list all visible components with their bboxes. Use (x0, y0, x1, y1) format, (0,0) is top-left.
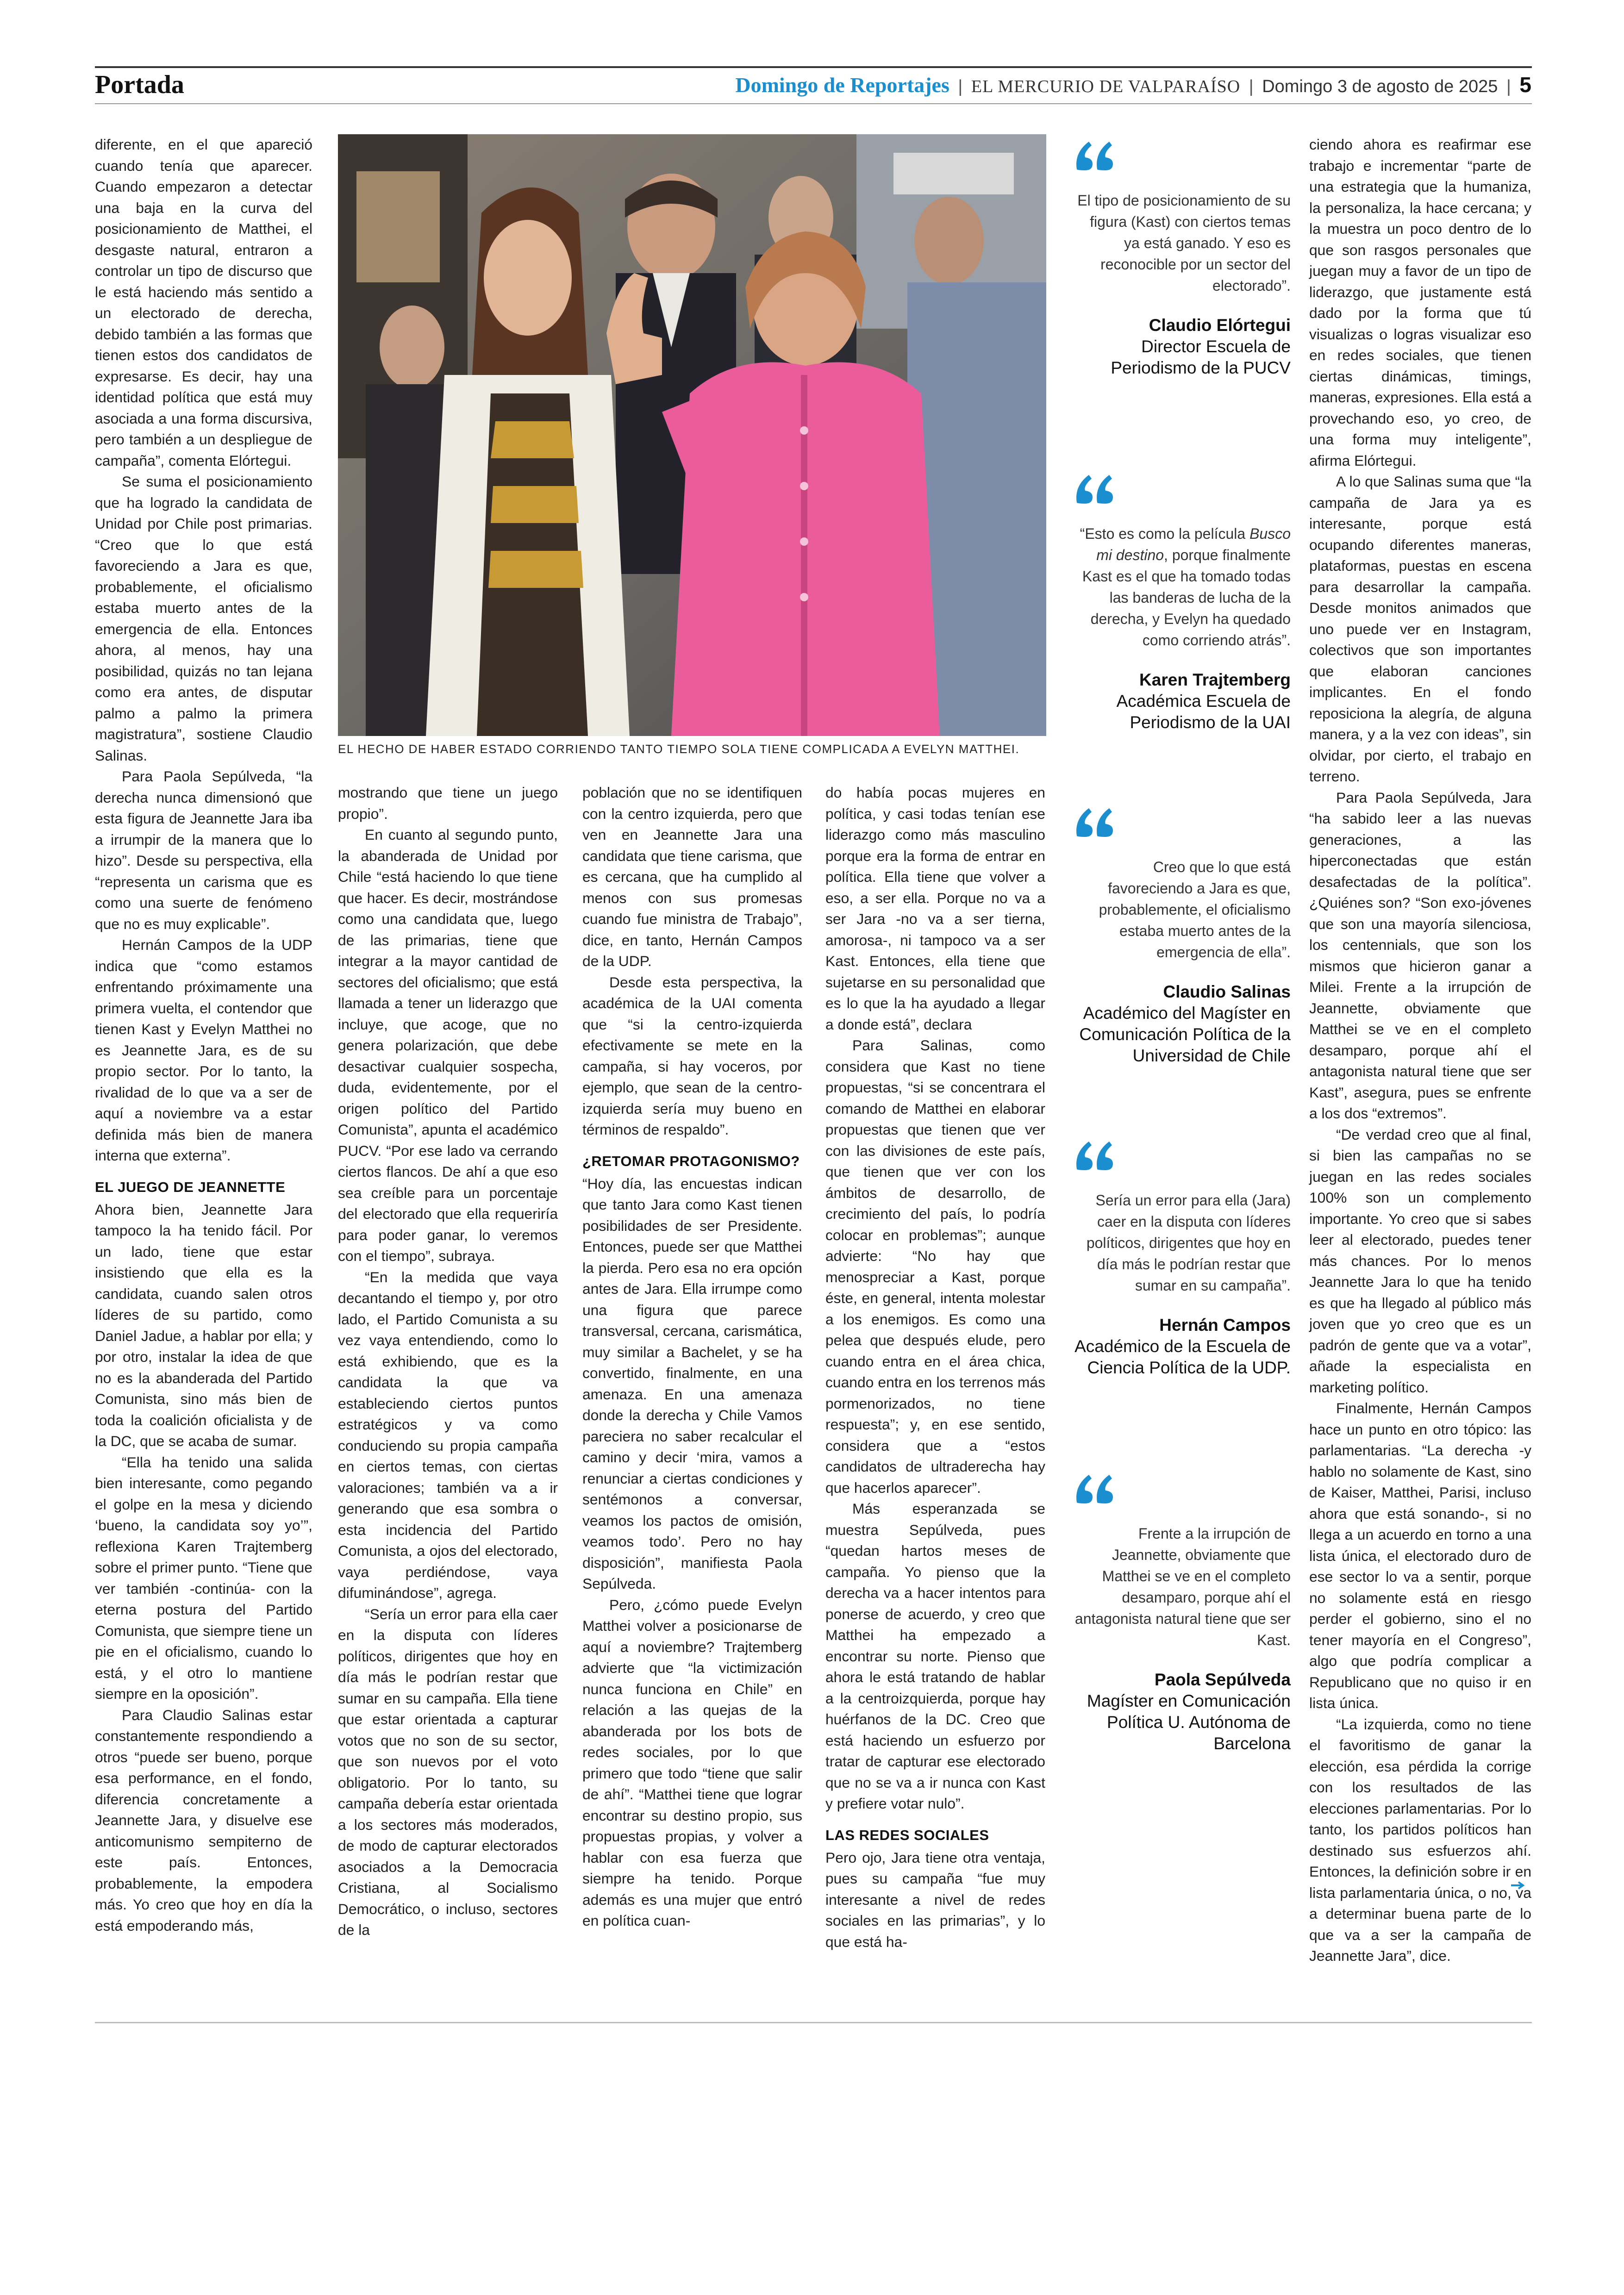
article-column-3 (582, 782, 802, 1932)
header-bottom-rule (95, 103, 1532, 104)
quote-open-icon (1073, 1139, 1115, 1171)
pull-quote (1073, 139, 1291, 379)
paragraph: “La izquierda, como no tiene el favoritismo de ganar la elección, esa pérdida la corrige con los resultados de las elecciones parlamentarias. Por lo tanto, los partidos políticos han destinado sus esfuerzos ahí. Entonces, la definición sobre ir en lista parlamentaria única, o no, va a determinar buena parte de lo que va a ser la campaña de Jeannette Jara”, dice. (1309, 1715, 1531, 1964)
quote-author-role: Académico del Magíster en Comunicación Política de la Universidad de Chile (1079, 1004, 1291, 1065)
subheading: ¿RETOMAR PROTAGONISMO? (582, 1153, 800, 1169)
paragraph: Finalmente, Hernán Campos hace un punto en otro tópico: las parlamentarias. “La derecha -y hablo no solamente de Kast, sino de Kaiser, Matthei, Parisi, incluso ahora que está sonando-, si no llega a un acuerdo en torno a una lista única, el electorado duro de ese sector lo va a sentir, porque no solamente está en riesgo perder el gobierno, sino el no tener mayoría en el Congreso”, algo que podría complicar a Republicano que no quiso ir en lista única. (1309, 1400, 1531, 1711)
paragraph: Para Salinas, como considera que Kast no tiene propuestas, “si se concentrara el comando de Matthei en elaborar propuestas que tienen que ver con las divisiones de este país, que tienen que ver con los ámbitos de desarrollo, de crecimiento del país, lo podría colocar en problemas”; aunque advierte: “No hay que menospreciar a Kast, porque éste, en general, intenta molestar a los enemigos. Es como una pelea que después elude, pero cuando entra en el área chica, cuando entra en los terrenos más pormenorizados, no tiene respuesta”; y, en ese sentido, considera que a “estos candidatos de ultraderecha hay que hacerlos aparecer”. (825, 1037, 1045, 1496)
article-column-1 (95, 134, 312, 1936)
quote-author: Claudio Elórtegui (1149, 316, 1291, 335)
quote-text: El tipo de posicionamiento de su figura (Kast) con ciertos temas ya está ganado. Y eso es reconocible por un sector del electorado”. (1077, 192, 1291, 294)
quote-author: Hernán Campos (1159, 1316, 1291, 1335)
quote-open-icon (1073, 472, 1115, 505)
quote-text (1073, 523, 1291, 651)
paragraph: Para Paola Sepúlveda, Jara “ha sabido leer a las nuevas generaciones, a las hiperconectadas que están desafectadas de la política”. ¿Quiénes son? “Son exo-jóvenes que son una mayoría silenciosa, los centennials, que son los mismos que hicieron ganar a Milei. Frente a la irrupción de Jeannette, obviamente que Matthei se ve en el completo desamparo, porque ahí el antagonista natural tiene que ser Kast”, asegura, pues se enfrente a los dos “extremos”. (1309, 789, 1531, 1122)
news-photo (338, 134, 1046, 736)
masthead-separator: | (958, 77, 963, 96)
subheading: EL JUEGO DE JEANNETTE (95, 1179, 286, 1195)
subheading: LAS REDES SOCIALES (825, 1827, 989, 1843)
paragraph: Para Claudio Salinas estar constantemente respondiendo a otros “puede ser bueno, porque esa performance, en el fondo, diferencia concretamente a Jeannette Jara, y disuelve ese anticomunismo sempiterno de este país. Entonces, probablemente, la empodera más. Yo creo que hoy en día la está empoderando más, (95, 1706, 312, 1934)
pull-quote (1073, 805, 1291, 1066)
quote-text-part: , porque finalmente Kast es el que ha tomado todas las banderas de lucha de la derecha, y Evelyn ha quedado como corriendo atrás”. (1082, 547, 1291, 649)
quote-open-icon (1073, 139, 1115, 171)
page-number: 5 (1519, 73, 1531, 97)
paragraph: Más esperanzada se muestra Sepúlveda, pues “quedan hartos meses de campaña. Yo pienso que la derecha va a hacer intentos para ponerse de acuerdo, y creo que Matthei ha empezado a encontrar su norte. Pienso que ahora le está tratando de hablar a la centroizquierda, porque hay huérfanos de la DC. Creo que está haciendo un esfuerzo por tratar de capturar ese electorado que no se va a ir nunca con Kast y prefiere votar nulo”. (825, 1500, 1045, 1812)
paragraph: Pero, ¿cómo puede Evelyn Matthei volver a posicionarse de aquí a noviembre? Trajtemberg advierte que “la victimización nunca funciona en Chile” en relación a las quejas de la abanderada por los bots de redes sociales, por lo que primero que todo “tiene que salir de ahí”. “Matthei tiene que lograr encontrar su destino propio, sus propuestas propias, y volver a hablar con esa fuerza que siempre ha tenido. Porque además es una mujer que entró en política cuan- (582, 1596, 802, 1929)
photo-caption: EL HECHO DE HABER ESTADO CORRIENDO TANTO TIEMPO SOLA TIENE COMPLICADA A EVELYN MATTHEI. (338, 742, 1020, 756)
quote-open-icon (1073, 805, 1115, 838)
quote-author: Paola Sepúlveda (1154, 1670, 1291, 1689)
quote-text: Frente a la irrupción de Jeannette, obviamente que Matthei se ve en el completo desamparo, porque ahí el antagonista natural tiene que ser Kast. (1074, 1525, 1291, 1648)
masthead-separator-2: | (1249, 77, 1254, 96)
article-column-5 (1309, 134, 1531, 1967)
quote-author-role: Académica Escuela de Periodismo de la UAI (1116, 692, 1291, 732)
continue-arrow-icon (1510, 1881, 1527, 1890)
newspaper-name: EL MERCURIO DE VALPARAÍSO (971, 77, 1241, 96)
pull-quote (1073, 1139, 1291, 1378)
paragraph: “En la medida que vaya decantando el tiempo y, por otro lado, el Partido Comunista a su vez vaya entendiendo, como lo está exhibiendo, que es la candidata la que va estableciendo ciertos puntos estratégicos y va como conduciendo su propia campaña en ciertos temas, con ciertas valoraciones; también va a ir generando que esa sombra o esta incidencia del Partido Comunista, a ojos del electorado, vaya perdiéndose, vaya difuminándose”, agrega. (338, 1268, 558, 1601)
supplement-name: Domingo de Reportajes (735, 73, 949, 97)
quote-text: Sería un error para ella (Jara) caer en la disputa con líderes políticos, dirigentes que hoy en día más le podrían restar que sumar en su campaña”. (1086, 1192, 1291, 1294)
paragraph: A lo que Salinas suma que “la campaña de Jara ya es interesante, porque está ocupando diferentes maneras, plataformas, puestas en escena para desarrollar la campaña. Desde monitos animados que uno puede ver en Instagram, colectivos que son importantes que elaboran canciones implicantes. En el fondo reposiciona la alegría, de alguna manera, y a la vez con ideas”, sin olvidar, por cierto, el trabajo en terreno. (1309, 473, 1531, 785)
article-column-2 (338, 782, 558, 1941)
quote-author-role: Magíster en Comunicación Política U. Autónoma de Barcelona (1087, 1691, 1291, 1753)
header-top-rule (95, 66, 1532, 68)
paragraph: En cuanto al segundo punto, la abanderada de Unidad por Chile “está haciendo lo que tiene que hacer. Es decir, mostrándose como una candidata que, luego de las primarias, tiene que integrar a la mayor cantidad de sectores del oficialismo; que está llamada a tener un liderazgo que incluye, que acoge, que no genera polarización, que debe desactivar cualquier sospecha, duda, evidentemente, por el origen político del Partido Comunista”, apunta el académico PUCV. “Por ese lado va cerrando ciertos flancos. De ahí a que eso sea creíble para un porcentaje del electorado que ella requeriría para poder ganar, lo veremos con el tiempo”, subraya. (338, 826, 558, 1264)
paragraph: Pero ojo, Jara tiene otra ventaja, pues su campaña “fue muy interesante a nivel de redes sociales en las primarias”, y lo que está ha- (825, 1849, 1045, 1950)
paragraph: “Hoy día, las encuestas indican que tanto Jara como Kast tienen posibilidades de ser Presidente. Entonces, puede ser que Matthei la pierda. Pero esa no era opción antes de Jara. Ella irrumpe como una figura que parece transversal, cercana, carismática, muy similar a Bachelet, y se ha convertido, finalmente, en una amenaza. En una amenaza donde la derecha y Chile Vamos pareciera no saber recalcular el camino y decir ‘mira, vamos a renunciar a ciertas condiciones y sentémonos a conversar, veamos los pactos de omisión, veamos todo’. Pero no hay disposición”, manifiesta Paola Sepúlveda. (582, 1175, 802, 1592)
film-title: Busco mi destino (1096, 525, 1291, 563)
section-title: Portada (95, 70, 184, 99)
quote-author-role: Director Escuela de Periodismo de la PUCV (1111, 337, 1291, 377)
footer-rule (95, 2022, 1532, 2023)
quote-open-icon (1073, 1472, 1115, 1504)
pull-quote (1073, 1472, 1291, 1754)
article-column-4 (825, 782, 1045, 1952)
paragraph: Para Paola Sepúlveda, “la derecha nunca dimensionó que esta figura de Jeannette Jara iba a irrumpir de la manera que lo hizo”. Desde su perspectiva, ella “representa un carisma que es como una suerte de fenómeno que no es muy explicable”. (95, 768, 312, 932)
quote-author: Karen Trajtemberg (1139, 670, 1291, 689)
paragraph: diferente, en el que apareció cuando tenía que aparecer. Cuando empezaron a detectar una baja en la curva del posicionamiento de Matthei, el desgaste natural, entraron a controlar un tipo de discurso que le está haciendo más sentido a un electorado de derecha, debido también a las formas que tienen estos dos candidatos de expresarse. Es decir, hay una identidad política que está muy asociada a una forma discursiva, pero también a un despliegue de campaña”, comenta Elórtegui. (95, 136, 312, 469)
paragraph: Desde esta perspectiva, la académica de la UAI comenta que “si la centro-izquierda efectivamente se mete en la campaña, si hay voceros, por ejemplo, que sean de la centro-izquierda sería muy bueno en términos de respaldo”. (582, 973, 802, 1138)
paragraph: Hernán Campos de la UDP indica que “como estamos enfrentando próximamente una primera vuelta, el contendor que tienen Kast y Evelyn Matthei no es Jeannette Jara, es de su propio sector. Por lo tanto, la rivalidad de lo que va a ser de aquí a noviembre va a estar definida más bien de manera interna que externa”. (95, 936, 312, 1164)
quote-text-part: “Esto es como la película (1080, 525, 1250, 542)
paragraph: Se suma el posicionamiento que ha logrado la candidata de Unidad por Chile post primarias. “Creo que lo que está favoreciendo a Jara es que, probablemente, el oficialismo estaba muerto antes de la emergencia de ella. Entonces ahora, al menos, hay una posibilidad, quizás no tan lejana como era antes, de disputar palmo a palmo la primera magistratura”, sostiene Claudio Salinas. (95, 473, 312, 764)
paragraph: “Ella ha tenido una salida bien interesante, como pegando el golpe en la mesa y diciendo ‘bueno, la candidata soy yo’”, reflexiona Karen Trajtemberg sobre el primer punto. “Tiene que ver también -continúa- con la eterna postura del Partido Comunista, que siempre tiene un pie en el oficialismo, cuando lo está, y el otro lo mantiene siempre en la oposición”. (95, 1453, 312, 1702)
paragraph: ciendo ahora es reafirmar ese trabajo e incrementar “parte de una estrategia que la humaniza, la personaliza, la hace cercana; y la muestra un poco dentro de lo que son rasgos personales que juegan muy a favor de un tipo de liderazgo, que justamente está dado por la forma que tú visualizas o logras visualizar eso en redes sociales, que tienen ciertas dinámicas, timings, maneras, expresiones. Ella está a provechando eso, yo creo, de una forma muy inteligente”, afirma Elórtegui. (1309, 136, 1531, 469)
paragraph: población que no se identifiquen con la centro izquierda, pero que ven en Jeannette Jara una candidata que tiene carisma, que es cercana, que ha cumplido al menos con sus promesas cuando fue ministra de Trabajo”, dice, en tanto, Hernán Campos de la UDP. (582, 784, 802, 969)
photo-illustration (338, 134, 1046, 736)
masthead (735, 73, 1531, 98)
quote-text: Creo que lo que está favoreciendo a Jara es que, probablemente, el oficialismo estaba muerto antes de la emergencia de ella”. (1099, 859, 1291, 960)
quote-author-role: Académico de la Escuela de Ciencia Política de la UDP. (1074, 1337, 1291, 1377)
paragraph: Ahora bien, Jeannette Jara tampoco la ha tenido fácil. Por un lado, tiene que estar insistiendo que ella es la candidata, cuando salen otros líderes de su partido, como Daniel Jadue, a hablar por ella; y por otro, instalar la idea de que no es la abanderada del Partido Comunista, sino más bien de toda la coalición oficialista y de la DC, que se acaba de sumar. (95, 1201, 312, 1449)
paragraph: “De verdad creo que al final, si bien las campañas no se juegan en las redes sociales 100% son un complemento importante. Yo creo que si sabes leer al electorado, puedes tener más chances. Por lo menos Jeannette Jara lo que ha tenido es que ha llegado al público más joven que yo creo que es un padrón de gente que va a votar”, añade la especialista en marketing político. (1309, 1126, 1531, 1396)
paragraph: do había pocas mujeres en política, y casi todas tenían ese liderazgo como más masculino porque era la forma de entrar en política. Ella tiene que volver a eso, a ser ella. Porque no va a ser Jara -no va a ser tierna, amorosa-, ni tampoco va a ser Kast. Entonces, ella tiene que sujetarse en su personalidad que es lo que la ha ayudado a llegar a donde está”, declara (825, 784, 1045, 1033)
issue-date: Domingo 3 de agosto de 2025 (1262, 77, 1498, 96)
masthead-separator-3: | (1506, 77, 1511, 96)
paragraph: mostrando que tiene un juego propio”. (338, 784, 558, 822)
pull-quote (1073, 472, 1291, 733)
quote-author: Claudio Salinas (1163, 982, 1291, 1001)
paragraph: “Sería un error para ella caer en la disputa con líderes políticos, dirigentes que hoy en día más le podrían restar que sumar en su campaña. Ella tiene que estar orientada a capturar votos que no son de su sector, que son nuevos por el voto obligatorio. Por lo tanto, su campaña debería estar orientada a los sectores más moderados, de modo de capturar electorados asociados a la Democracia Cristiana, al Socialismo Democrático, o incluso, sectores de la (338, 1605, 558, 1938)
